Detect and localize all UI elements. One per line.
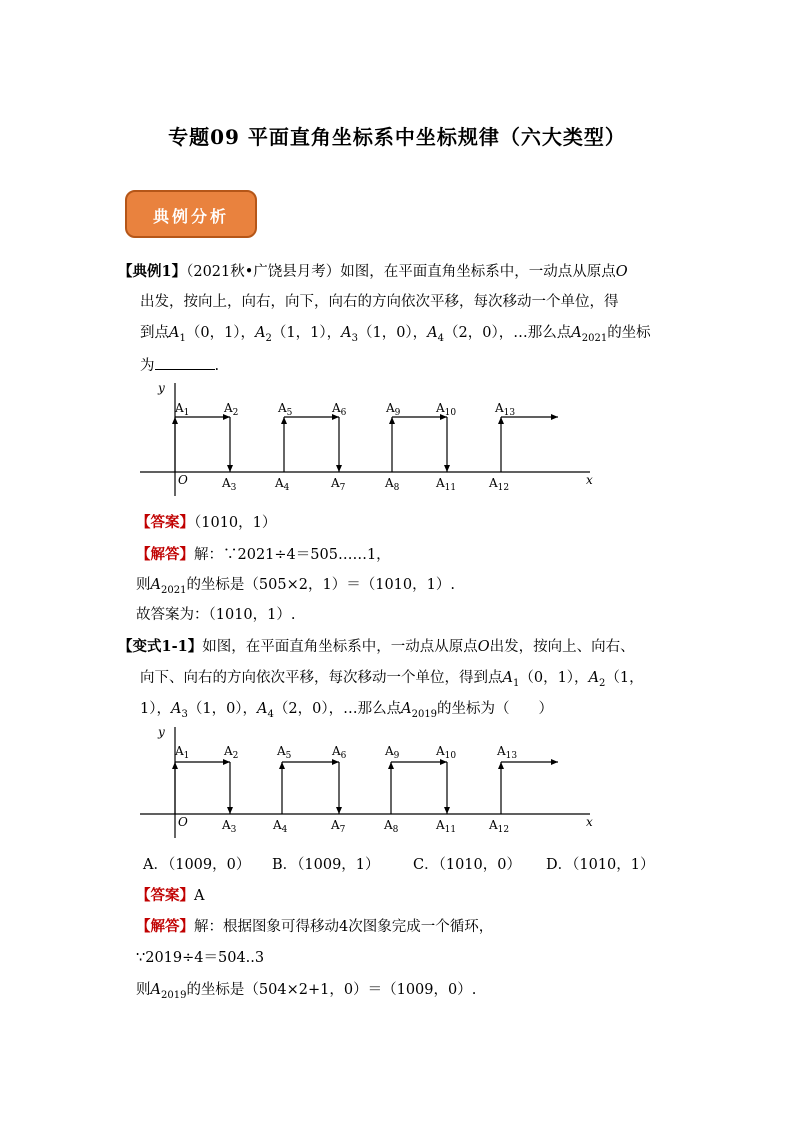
- svg-text:A11: $A_{11}$: [436, 818, 457, 835]
- svg-text:A7: $A_7$: [331, 818, 346, 835]
- section-badge-label: 典例分析: [152, 207, 229, 226]
- svg-text:x: x: [586, 815, 593, 829]
- variant1-line2: 向下、向右的方向依次平移，每次移动一个单位，得到点$A_1(0$，1），$A_2(1$，: [140, 670, 644, 689]
- svg-text:A4: $A_4$: [275, 476, 290, 493]
- svg-text:A9: $A_9$: [385, 744, 400, 761]
- svg-text:A13: $A_{13}$: [497, 744, 518, 761]
- svg-text:A4: $A_4$: [273, 818, 288, 835]
- svg-text:y: y: [158, 725, 165, 739]
- variant1-line3: 1），$A_3(1$，0），$A_4(2$，0），…那么点$A_{2019}$的坐标为（ ）: [140, 701, 554, 720]
- example1-answer: 【答案】（1010，1）: [136, 514, 277, 531]
- svg-text:O: O: [178, 815, 188, 829]
- svg-text:A5: $A_5$: [277, 744, 292, 761]
- svg-text:A12: $A_{12}$: [489, 476, 510, 493]
- svg-text:A7: $A_7$: [331, 476, 346, 493]
- svg-text:A10: $A_{10}$: [436, 744, 457, 761]
- answer-blank: [155, 355, 215, 370]
- example1-line1: 【典例1】（2021秋•广饶县月考）如图，在平面直角坐标系中，一动点从原点O: [118, 263, 628, 280]
- example1-graph: [140, 378, 600, 498]
- option-a: A．（1009，0）: [143, 857, 251, 873]
- example1-line2: 出发，按向上，向右，向下，向右的方向依次平移，每次移动一个单位，得: [140, 294, 619, 310]
- page-title: 专题09 平面直角坐标系中坐标规律（六大类型）: [168, 125, 626, 149]
- option-c: C．（1010，0）: [413, 857, 521, 873]
- variant1-solution-line3: 则$A_{2019}$的坐标是（504×2+1，0）＝（1009，0）.: [136, 982, 477, 1001]
- svg-text:A2: $A_2$: [224, 401, 239, 418]
- svg-text:A13: $A_{13}$: [495, 401, 516, 418]
- svg-text:A11: $A_{11}$: [436, 476, 457, 493]
- svg-text:A8: $A_8$: [385, 476, 400, 493]
- point-labels-top: [174, 744, 517, 761]
- point-labels-top: [174, 401, 515, 418]
- svg-text:A3: $A_3$: [222, 476, 237, 493]
- option-b: B．（1009，1）: [272, 857, 380, 873]
- variant1-graph: [140, 722, 600, 842]
- variant1-solution-line2: ∵2019÷4＝504..3: [136, 950, 265, 966]
- svg-text:A10: $A_{10}$: [436, 401, 457, 418]
- example1-solution-line3: 故答案为：（1010，1）.: [136, 607, 296, 623]
- svg-text:A8: $A_8$: [384, 818, 399, 835]
- svg-text:A1: $A_1$: [175, 744, 190, 761]
- example1-line4: 为 .: [140, 355, 219, 376]
- example1-line3: 到点$A_1(0$，1），$A_2(1$，1），$A_3(1$，0），$A_4(2$，0），…那么点$A_{2021}$的坐标: [140, 325, 651, 344]
- variant1-answer: 【答案】A: [136, 887, 205, 904]
- svg-text:A9: $A_9$: [386, 401, 401, 418]
- point-labels-bottom: [221, 476, 509, 493]
- variant1-solution: 【解答】解：根据图象可得移动4次图象完成一个循环，: [136, 918, 494, 935]
- svg-text:A2: $A_2$: [224, 744, 239, 761]
- example1-solution-line2: 则$A_{2021}$的坐标是（505×2，1）＝（1010，1）.: [136, 577, 455, 596]
- svg-text:A5: $A_5$: [278, 401, 293, 418]
- variant1-line1: 【变式1-1】如图，在平面直角坐标系中，一动点从原点O出发，按向上、向右、: [118, 638, 635, 655]
- svg-text:A6: $A_6$: [332, 401, 347, 418]
- svg-text:y: y: [158, 381, 165, 395]
- svg-text:A6: $A_6$: [332, 744, 347, 761]
- svg-text:x: x: [586, 473, 593, 487]
- example1-solution: 【解答】解：∵2021÷4＝505……1，: [136, 546, 391, 563]
- svg-text:A12: $A_{12}$: [489, 818, 510, 835]
- section-badge: [125, 190, 257, 238]
- svg-text:A1: $A_1$: [175, 401, 190, 418]
- svg-text:O: O: [178, 473, 188, 487]
- svg-text:A3: $A_3$: [222, 818, 237, 835]
- option-d: D．（1010，1）: [546, 857, 655, 873]
- point-labels-bottom: [221, 818, 509, 835]
